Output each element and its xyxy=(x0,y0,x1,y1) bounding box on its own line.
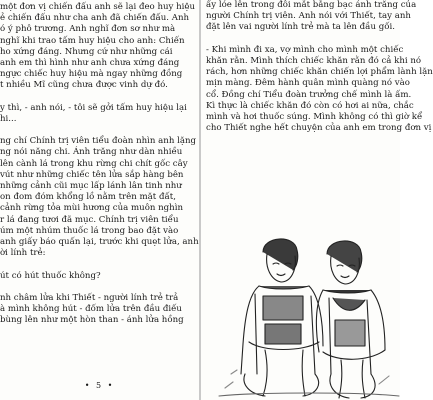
left_page-text-line: út có hút thuốc không? xyxy=(0,270,101,281)
left_page-text-line: hi... xyxy=(0,113,17,124)
left_page-text-line: vút như những chiếc tên lửa sắp hàng bên xyxy=(0,169,184,180)
page-number: • 5 • xyxy=(84,381,115,390)
left_page-text-line: nh châm lửa khi Thiết - người lính trẻ trả xyxy=(0,292,179,303)
right-page xyxy=(201,0,433,400)
left_page-text-line: anh giấy báo quấn lại, trước khi quẹt lửa, anh xyxy=(0,236,199,247)
left_page-text-line: cảnh rừng tỏa mùi hương của muôn nghìn xyxy=(0,203,183,214)
left_page-text-line xyxy=(0,259,196,270)
right_page-text-line: Kì thực là chiếc khăn đó còn có hơi ai nữa, chắc xyxy=(206,100,414,111)
left_page-text-line: y thì, - anh nói, - tôi sẽ gởi tấm huy hiệu lại xyxy=(0,102,187,113)
right_page-text-line: rách, hơn những chiếc khăn chiến lợi phẩm lành lặn xyxy=(206,67,433,78)
right_page-text-line: đặt lên vai người lính trẻ mà ta lên đầu gối. xyxy=(206,22,395,33)
left_page-text-line: bùng lên như một hòn than - ánh lửa hồng xyxy=(0,315,184,326)
soldier-right-figure xyxy=(316,241,385,398)
left_page-text-line: ẻ chiến đấu như cha anh đã chiến đấu. Anh xyxy=(0,13,190,24)
right-page-text xyxy=(206,0,433,134)
right_page-text-line: mình và hơi thuốc súng. Mình không có thì giờ kể xyxy=(206,111,423,122)
left_page-text-line: úm một nhúm thuốc lá trong bao đặt vào xyxy=(0,225,179,236)
left_page-text-line: một đơn vị chiến đấu anh sẽ lại đeo huy hiệu xyxy=(0,2,196,12)
left_page-text-line: ngực chiếc huy hiệu mà ngay những đồng xyxy=(0,69,183,80)
left_page-text-line: những cảnh cũi mục lấp lánh lân tinh như xyxy=(0,181,182,191)
left_page-text-line: r lá đang tươi đã mục. Chính trị viên tiểu xyxy=(0,214,179,225)
left-page xyxy=(0,0,199,400)
left_page-text-line: nghĩ khi trao tấm huy hiệu cho anh: Chiến xyxy=(0,35,185,46)
left_page-text-line: anh em thì hình như anh chưa xứng đáng xyxy=(0,57,180,68)
illustration-two-soldiers xyxy=(219,224,399,400)
right_page-text-line: - Khi mình đi xa, vợ mình cho mình một chiếc xyxy=(206,44,404,55)
left-page-text xyxy=(0,2,199,326)
soldier-left-figure xyxy=(241,239,323,396)
right_page-text-line: cổ. Đồng chí Tiểu đoàn trưởng chế mình là ấm. xyxy=(206,89,412,100)
right_page-text-line: cho Thiết nghe hết chuyện của anh em trong đơn vị xyxy=(206,123,432,134)
left_page-text-line: ng nói năng chi. Ánh trăng như dàn nhiều xyxy=(0,147,183,158)
left_page-text-line: t nhiều Mĩ cũng chưa được vinh dự đó. xyxy=(0,80,168,91)
right_page-text-line: ấy lóe lên trong đôi mắt bằng bạc ánh trăng của xyxy=(206,0,417,10)
left_page-text-line xyxy=(0,92,196,103)
right_page-text-line xyxy=(206,34,400,45)
left_page-text-line: à mình không hút - đốm lửa trên đầu điếu xyxy=(0,304,182,315)
right_page-text-line: người Chính trị viên. Anh nói với Thiết, tay anh xyxy=(206,11,411,22)
left_page-text-line: lên cành lá trong khu rừng chi chít gốc cây xyxy=(0,158,188,169)
left_page-text-line: ho xứng đáng. Nhưng cứ như những cái xyxy=(0,46,173,57)
left_page-text-line xyxy=(0,125,196,136)
left_page-text-line: ó ý phô trương. Anh nghĩ đơn sơ như mà xyxy=(0,24,176,35)
left_page-text-line: ng chí Chính trị viên tiểu đoàn nhìn anh lặng xyxy=(0,136,196,147)
left_page-text-line: on đom đóm khổng lồ nằm trên mặt đất, xyxy=(0,192,176,203)
left_page-text-line: ời lính trẻ: xyxy=(0,248,46,259)
right_page-text-line: mịn màng. Đêm hành quân mình quàng nó vào xyxy=(206,78,410,89)
right_page-text-line: khăn rằn. Mình thích chiếc khăn rằn đó cả khi nó xyxy=(206,55,422,66)
left_page-text-line xyxy=(0,282,196,293)
